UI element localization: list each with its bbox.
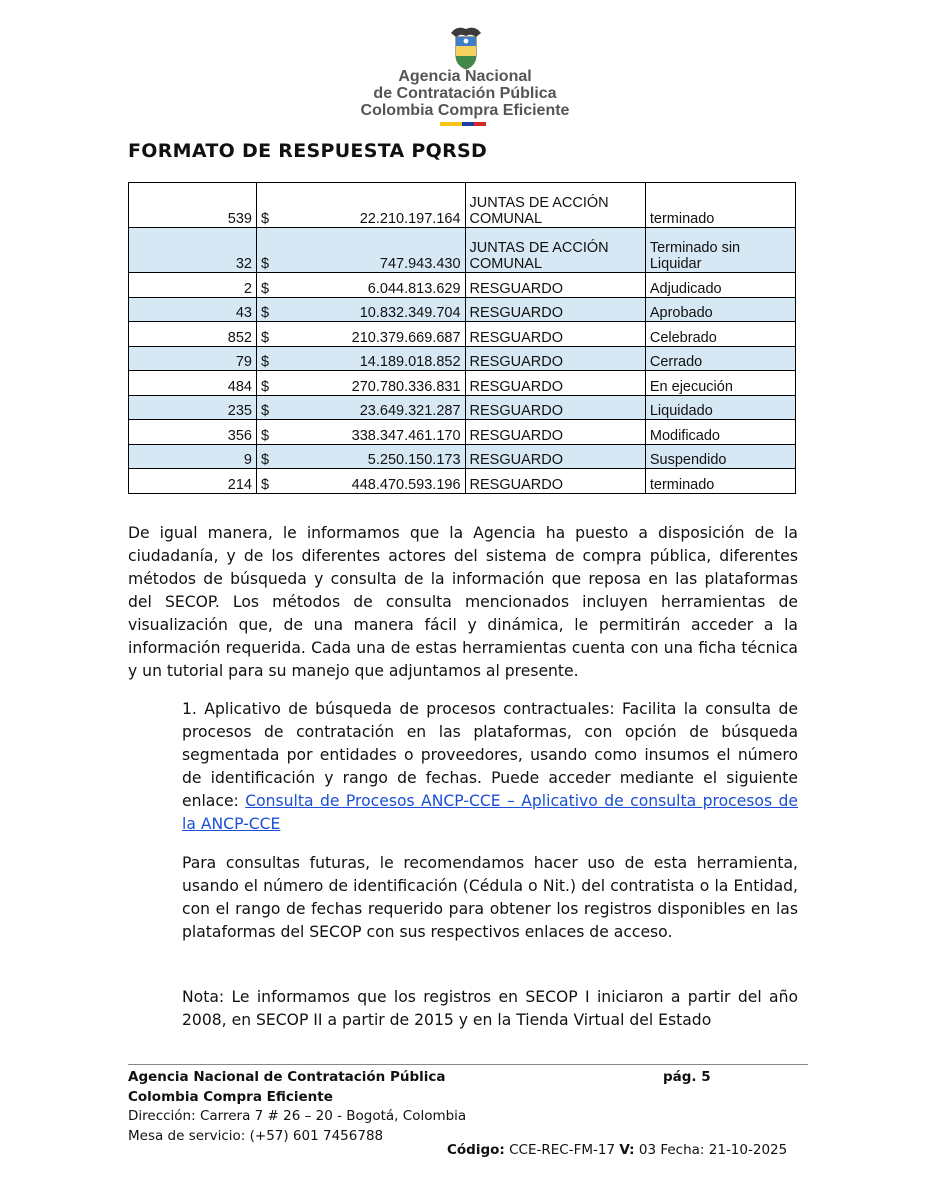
- value-amount: 338.347.461.170: [351, 427, 461, 444]
- currency-symbol: $: [260, 378, 270, 395]
- table-row: [129, 420, 796, 445]
- cell-entity-type: JUNTAS DE ACCIÓN COMUNAL: [465, 183, 645, 228]
- table-row: [129, 371, 796, 396]
- cell-quantity: 356: [129, 420, 257, 445]
- version-value: 03 Fecha: 21-10-2025: [634, 1142, 788, 1158]
- cell-status: Suspendido: [645, 444, 795, 469]
- cell-quantity: 539: [129, 183, 257, 228]
- list-item-text: 1. Aplicativo de búsqueda de procesos contractuales: Facilita la consulta de procesos de contratación en las plataformas, con opción de búsqueda segmentada por entidades o proveedores, usando como insumos el número de identificación y rango de fechas. Puede acceder mediante el siguiente enlace:: [182, 700, 798, 810]
- table-row: [129, 444, 796, 469]
- coat-of-arms-icon: [445, 23, 487, 71]
- cell-value: [256, 322, 465, 347]
- list-item-aplicativo: [182, 698, 798, 836]
- cell-entity-type: RESGUARDO: [465, 444, 645, 469]
- cell-entity-type: JUNTAS DE ACCIÓN COMUNAL: [465, 228, 645, 273]
- cell-value: [256, 395, 465, 420]
- value-amount: 23.649.321.287: [359, 403, 461, 419]
- code-label: Código:: [447, 1142, 505, 1158]
- currency-symbol: $: [260, 452, 270, 468]
- cell-status: Cerrado: [645, 346, 795, 371]
- document-header: [0, 18, 926, 133]
- value-amount: 14.189.018.852: [359, 354, 461, 370]
- paragraph-intro: De igual manera, le informamos que la Agencia ha puesto a disposición de la ciudadanía, y de los diferentes actores del sistema de compra pública, diferentes métodos de búsqueda y consulta de la información que reposa en las plataformas del SECOP. Los métodos de consulta mencionados incluyen herramientas de visualización que, de una manera fácil y dinámica, le permitirán acceder a la información requerida. Cada una de estas herramientas cuenta con una ficha técnica y un tutorial para su manejo que adjuntamos al presente.: [128, 524, 798, 680]
- cell-quantity: 32: [129, 228, 257, 273]
- cell-status: Terminado sin Liquidar: [645, 228, 795, 273]
- cell-value: [256, 371, 465, 396]
- agency-name: [340, 68, 590, 119]
- flag-stripe: [440, 122, 486, 126]
- value-amount: 210.379.669.687: [351, 329, 461, 346]
- footer-service: Mesa de servicio: (+57) 601 7456788: [128, 1127, 384, 1144]
- cell-value: [256, 469, 465, 494]
- currency-symbol: $: [260, 354, 270, 370]
- table-row: [129, 297, 796, 322]
- cell-status: Modificado: [645, 420, 795, 445]
- value-amount: 448.470.593.196: [351, 476, 461, 493]
- value-amount: 6.044.813.629: [367, 280, 461, 297]
- currency-symbol: $: [260, 211, 270, 227]
- footer-contact: [128, 1068, 466, 1146]
- footer-org-line1: Agencia Nacional de Contratación Pública: [128, 1069, 446, 1085]
- table-row: [129, 469, 796, 494]
- cell-value: [256, 183, 465, 228]
- cell-status: Liquidado: [645, 395, 795, 420]
- table-row: [129, 346, 796, 371]
- cell-value: [256, 346, 465, 371]
- cell-value: [256, 273, 465, 298]
- table-row: [129, 228, 796, 273]
- cell-quantity: 484: [129, 371, 257, 396]
- agency-line-1: Agencia Nacional: [398, 68, 532, 85]
- value-amount: 10.832.349.704: [359, 305, 461, 321]
- paragraph-recommendation: Para consultas futuras, le recomendamos hacer uso de esta herramienta, usando el número de identificación (Cédula o Nit.) del contratista o la Entidad, con el rango de fechas requerido para obtener los registros disponibles en las plataformas del SECOP con sus respectivos enlaces de acceso.: [182, 854, 798, 941]
- cell-status: Celebrado: [645, 322, 795, 347]
- cell-status: terminado: [645, 469, 795, 494]
- cell-entity-type: RESGUARDO: [465, 322, 645, 347]
- currency-symbol: $: [260, 305, 270, 321]
- cell-entity-type: RESGUARDO: [465, 420, 645, 445]
- consulta-procesos-link[interactable]: Consulta de Procesos ANCP-CCE – Aplicativo de consulta procesos de la ANCP-CCE: [182, 792, 799, 833]
- currency-symbol: $: [260, 329, 270, 346]
- cell-status: Aprobado: [645, 297, 795, 322]
- cell-status: Adjudicado: [645, 273, 795, 298]
- cell-value: [256, 420, 465, 445]
- version-label: V:: [619, 1142, 635, 1158]
- agency-line-2: de Contratación Pública: [373, 85, 557, 102]
- paragraph-nota: Nota: Le informamos que los registros en SECOP I iniciaron a partir del año 2008, en SECOP II a partir de 2015 y en la Tienda Virtual del Estado: [182, 988, 798, 1029]
- cell-entity-type: RESGUARDO: [465, 371, 645, 396]
- cell-quantity: 9: [129, 444, 257, 469]
- document-code: [447, 1141, 787, 1161]
- value-amount: 270.780.336.831: [351, 378, 461, 395]
- currency-symbol: $: [260, 280, 270, 297]
- cell-value: [256, 297, 465, 322]
- value-amount: 747.943.430: [379, 256, 461, 272]
- table-row: [129, 183, 796, 228]
- footer-org-line2: Colombia Compra Eficiente: [128, 1088, 333, 1105]
- agency-line-3: Colombia Compra Eficiente: [360, 102, 570, 119]
- cell-entity-type: RESGUARDO: [465, 346, 645, 371]
- cell-quantity: 2: [129, 273, 257, 298]
- cell-quantity: 214: [129, 469, 257, 494]
- footer-divider: [128, 1064, 808, 1065]
- cell-value: [256, 444, 465, 469]
- currency-symbol: $: [260, 256, 270, 272]
- cell-status: terminado: [645, 183, 795, 228]
- cell-entity-type: RESGUARDO: [465, 469, 645, 494]
- table-row: [129, 395, 796, 420]
- cell-entity-type: RESGUARDO: [465, 273, 645, 298]
- cell-value: [256, 228, 465, 273]
- table-row: [129, 322, 796, 347]
- document-title: FORMATO DE RESPUESTA PQRSD: [128, 140, 488, 162]
- currency-symbol: $: [260, 476, 270, 493]
- contracts-table: [128, 182, 796, 494]
- cell-quantity: 43: [129, 297, 257, 322]
- footer-address: Dirección: Carrera 7 # 26 – 20 - Bogotá, Colombia: [128, 1108, 467, 1124]
- value-amount: 5.250.150.173: [367, 452, 461, 468]
- table-row: [129, 273, 796, 298]
- cell-entity-type: RESGUARDO: [465, 297, 645, 322]
- cell-quantity: 79: [129, 346, 257, 371]
- value-amount: 22.210.197.164: [359, 211, 461, 227]
- currency-symbol: $: [260, 403, 270, 419]
- code-value: CCE-REC-FM-17: [504, 1142, 620, 1158]
- cell-entity-type: RESGUARDO: [465, 395, 645, 420]
- cell-status: En ejecución: [645, 371, 795, 396]
- currency-symbol: $: [260, 427, 270, 444]
- page-number: pág. 5: [663, 1069, 711, 1085]
- cell-quantity: 235: [129, 395, 257, 420]
- cell-quantity: 852: [129, 322, 257, 347]
